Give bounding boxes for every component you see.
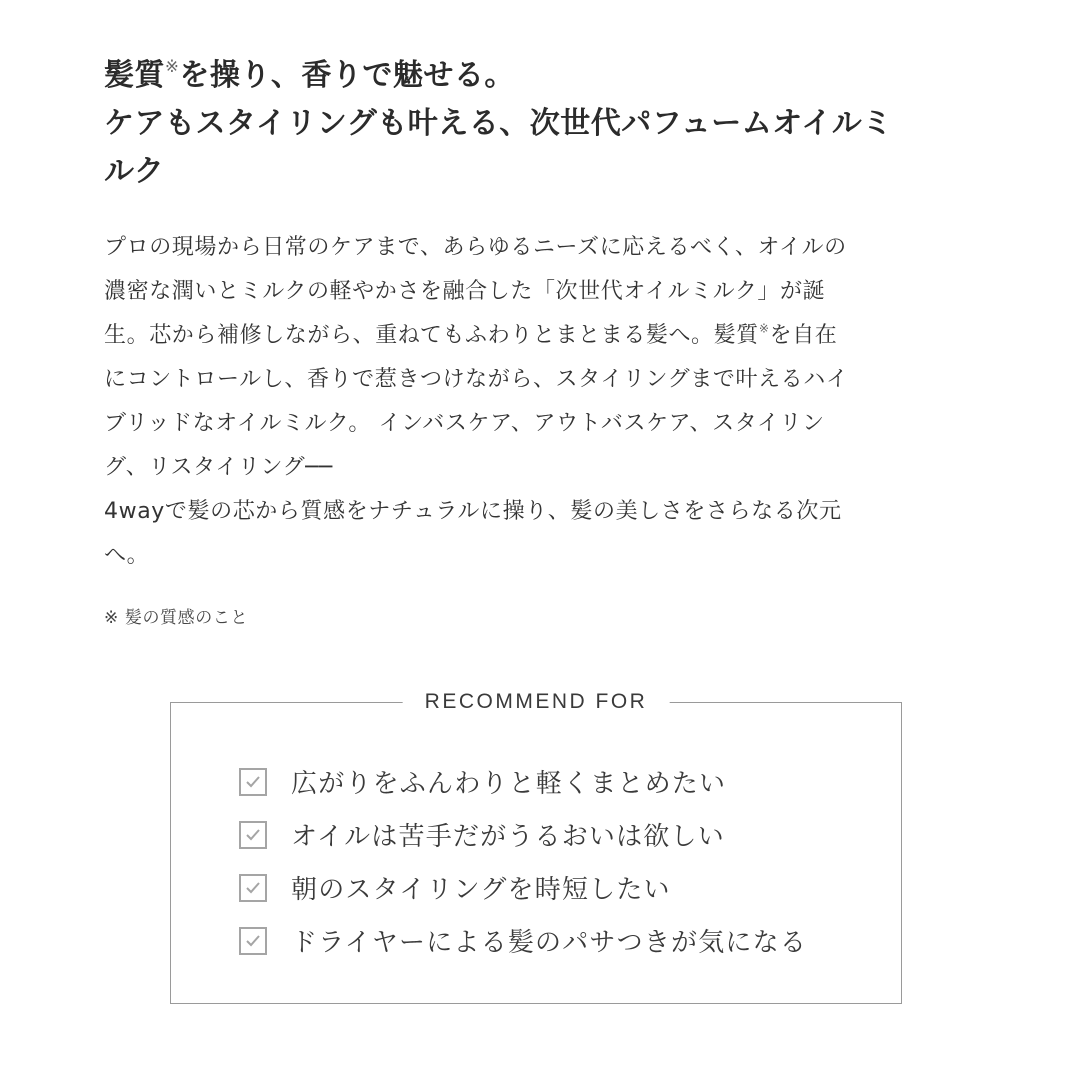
heading-line-1: 髪質※を操り、香りで魅せる。 [104,56,515,93]
heading-line-3: ルク [104,154,165,189]
description-line: 4wayで髪の芯から質感をナチュラルに操り、髪の美しさをさらなる次元 [104,499,842,524]
recommend-item-label: 広がりをふんわりと軽くまとめたい [291,769,727,799]
checked-checkbox-icon [239,768,267,796]
product-description [104,226,964,578]
recommend-item-label: 朝のスタイリングを時短したい [291,875,671,905]
page-heading [104,52,964,196]
description-line: へ。 [104,543,150,568]
checked-checkbox-icon [239,927,267,955]
description-line: グ、リスタイリング── [104,455,333,480]
recommend-item [239,914,807,967]
footnote-mark: ※ [165,56,180,76]
checked-checkbox-icon [239,874,267,902]
heading-line-2: ケアもスタイリングも叶える、次世代パフュームオイルミ [104,106,893,141]
recommend-item [239,755,807,808]
recommend-title: RECOMMEND FOR [403,688,670,716]
description-line: 生。芯から補修しながら、重ねてもふわりとまとまる髪へ。髪質※を自在 [104,321,838,348]
recommend-list [239,755,807,967]
recommend-item-label: オイルは苦手だがうるおいは欲しい [291,822,725,852]
description-line: にコントロールし、香りで惹きつけながら、スタイリングまで叶えるハイ [104,367,849,392]
recommend-box [170,690,902,1004]
description-line: 濃密な潤いとミルクの軽やかさを融合した「次世代オイルミルク」が誕 [104,279,826,304]
footnote-mark: ※ [758,321,770,336]
recommend-item [239,861,807,914]
recommend-item-label: ドライヤーによる髪のパサつきが気になる [291,928,808,958]
description-line: プロの現場から日常のケアまで、あらゆるニーズに応えるべく、オイルの [104,235,847,260]
recommend-item [239,808,807,861]
description-line: ブリッドなオイルミルク。 インバスケア、アウトバスケア、スタイリン [104,411,825,436]
checked-checkbox-icon [239,821,267,849]
footnote: ※ 髪の質感のこと [104,608,249,628]
